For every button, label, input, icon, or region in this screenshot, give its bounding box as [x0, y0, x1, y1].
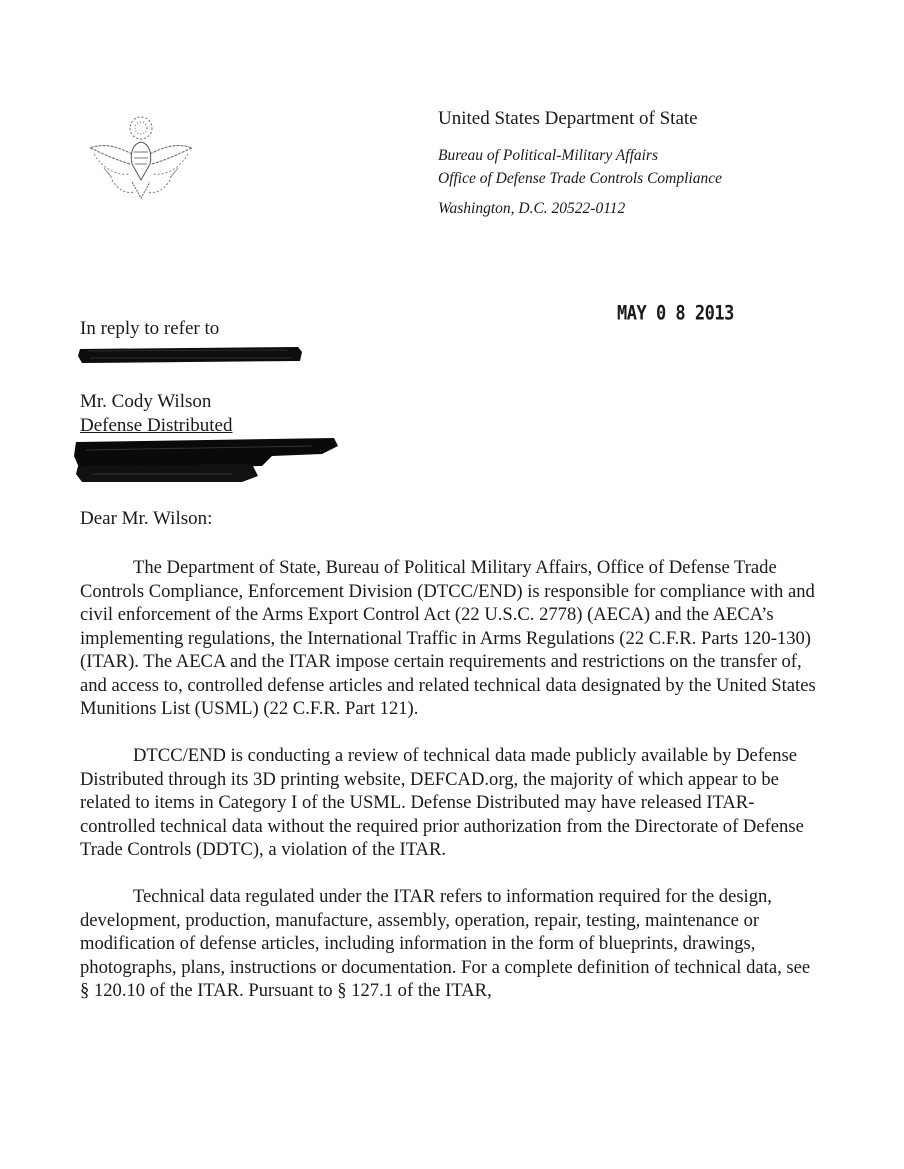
redaction-street-address — [72, 436, 338, 484]
office-name: Office of Defense Trade Controls Compliance — [438, 170, 722, 187]
paragraph-3: Technical data regulated under the ITAR refers to information required for the design, development, production, manufacture, assembly, operation, repair, testing, maintenance or modification of defense articles, including information in the form of blueprints, drawings, photographs, plans, instructions or documentation. For a complete definition of technical data, see § 120.10 of the ITAR. Pursuant to § 127.1 of the ITAR, — [80, 886, 811, 1001]
paragraph-2: DTCC/END is conducting a review of technical data made publicly available by Defense Distributed through its 3D printing website, DEFCAD.org, the majority of which appear to be related to items in Category I of the USML. Defense Distributed may have released ITAR-controlled technical data without the required prior authorization from the Directorate of Defense Trade Controls (DDTC), a violation of the ITAR. — [80, 745, 804, 860]
eagle-seal-icon — [82, 108, 200, 216]
letter-body — [80, 556, 820, 1026]
redaction-reference-number — [78, 346, 304, 364]
city-address: Washington, D.C. 20522-0112 — [438, 200, 626, 217]
date-stamp: MAY 0 8 2013 — [617, 302, 734, 325]
recipient-name: Mr. Cody Wilson — [80, 391, 212, 412]
department-seal — [82, 108, 200, 216]
department-name: United States Department of State — [438, 108, 698, 129]
letterhead — [438, 108, 722, 218]
bureau-name: Bureau of Political-Military Affairs — [438, 147, 658, 164]
recipient-organization: Defense Distributed — [80, 415, 233, 436]
reply-reference-label: In reply to refer to — [80, 318, 220, 339]
paragraph-1: The Department of State, Bureau of Political Military Affairs, Office of Defense Trade Controls Compliance, Enforcement Division (DTCC/END) is responsible for compliance with and civil enforcement of the Arms Export Control Act (22 U.S.C. 2778) (AECA) and the AECA’s implementing regulations, the International Traffic in Arms Regulations (22 C.F.R. Parts 120-130) (ITAR). The AECA and the ITAR impose certain requirements and restrictions on the transfer of, and access to, controlled defense articles and related technical data designated by the United States Munitions List (USML) (22 C.F.R. Part 121). — [80, 557, 816, 719]
salutation: Dear Mr. Wilson: — [80, 508, 213, 529]
recipient-address — [80, 390, 232, 438]
